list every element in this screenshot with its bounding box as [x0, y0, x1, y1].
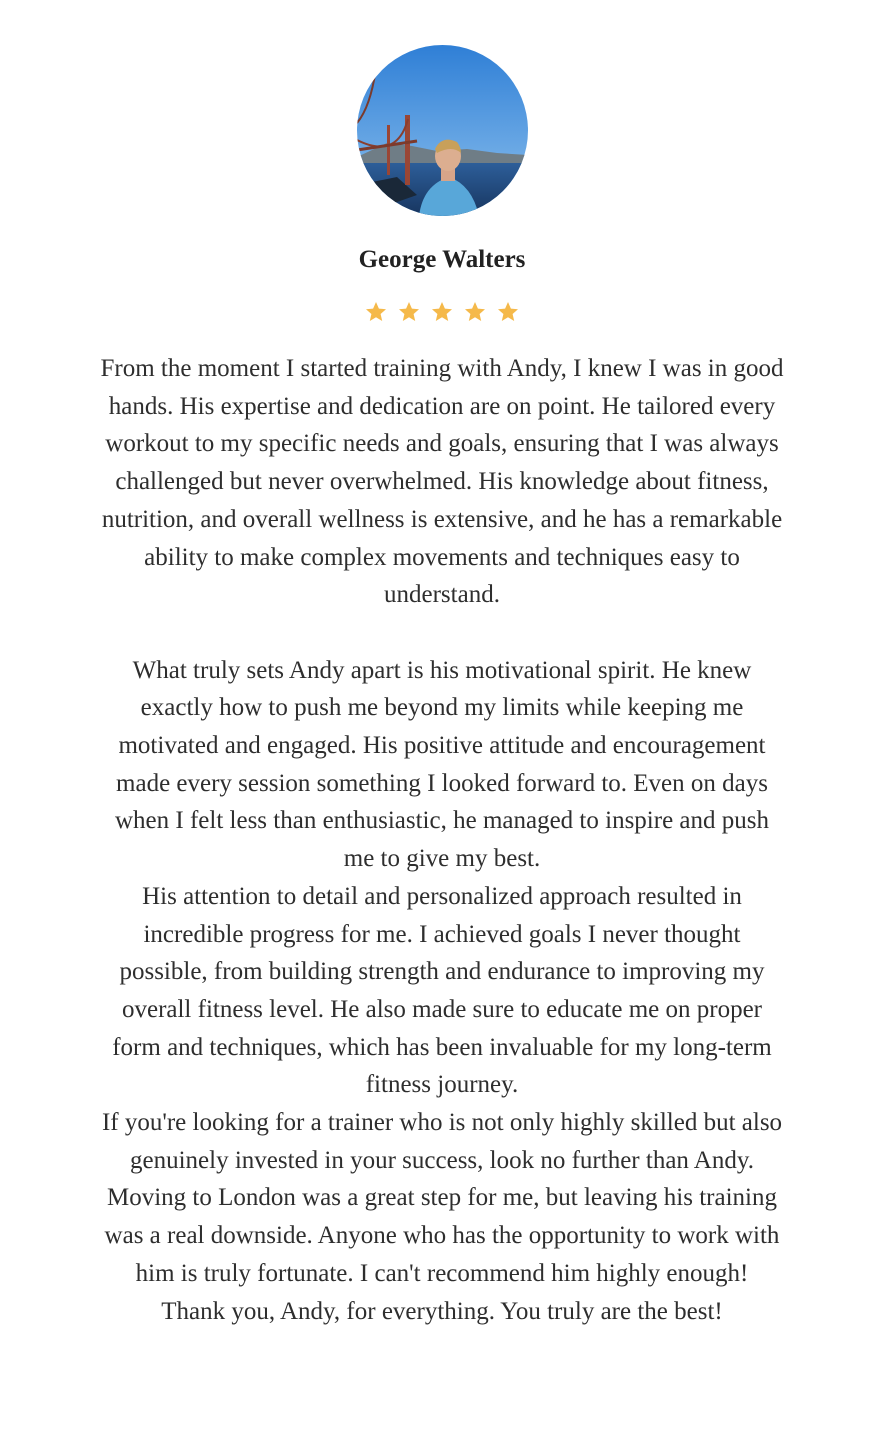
review-paragraph: His attention to detail and personalized approach resulted in incredible progress for me. I achieved goals I never thought possible, from building strength and endurance to improving my overall fitness level. He also made sure to educate me on proper form and techniques, which has been invaluable for my long-term fitness journey.: [112, 882, 772, 1099]
avatar: [357, 45, 528, 216]
paragraph-spacer: [100, 614, 784, 652]
star-icon: [463, 300, 487, 324]
star-icon: [397, 300, 421, 324]
review-paragraph: What truly sets Andy apart is his motivational spirit. He knew exactly how to push me beyond my limits while keeping me motivated and engaged. His positive attitude and encouragement made every session something I looked forward to. Even on days when I felt less than enthusiastic, he managed to inspire and push me to give my best.: [114, 656, 769, 873]
reviewer-name: George Walters: [358, 246, 526, 273]
avatar-photo: [357, 45, 528, 216]
review-paragraph: From the moment I started training with Andy, I knew I was in good hands. His expertise and dedication are on point. He tailored every workout to my specific needs and goals, ensuring that I was always challenged but never overwhelmed. His knowledge about fitness, nutrition, and overall wellness is extensive, and he has a remarkable ability to make complex movements and techniques easy to understand.: [100, 355, 784, 609]
star-icon: [496, 300, 520, 324]
review-paragraph: Thank you, Andy, for everything. You truly are the best!: [161, 1297, 723, 1325]
star-icon: [364, 300, 388, 324]
star-icon: [430, 300, 454, 324]
review-paragraph: If you're looking for a trainer who is not only highly skilled but also genuinely invested in your success, look no further than Andy. Moving to London was a great step for me, but leaving his training was a real downside. Anyone who has the opportunity to work with him is truly fortunate. I can't recommend him highly enough!: [101, 1109, 783, 1287]
star-rating: [0, 300, 884, 332]
review-text: [100, 350, 784, 1330]
